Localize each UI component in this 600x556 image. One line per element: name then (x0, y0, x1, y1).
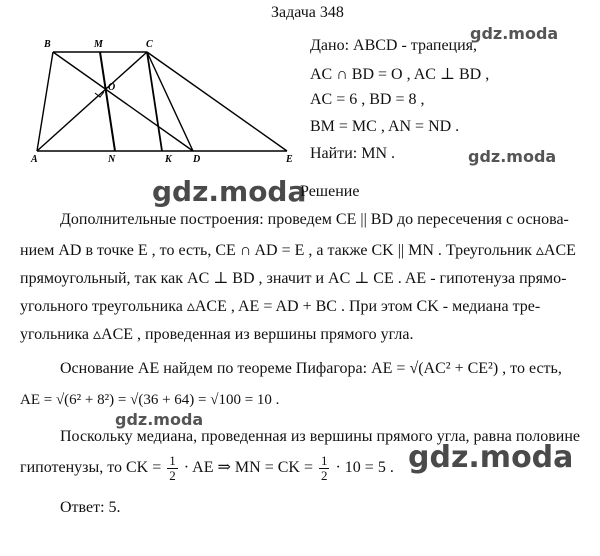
watermark-bottom: gdz.moda (408, 440, 574, 475)
para3-line2-mid: · AE ⇒ MN = CK = (183, 459, 313, 477)
label-a: A (31, 154, 38, 165)
line-mn (100, 52, 115, 151)
para2-line1: Основание AE найдем по теореме Пифагора: AE = √(AC² + CE²) , то есть, (60, 360, 562, 377)
watermark-mid-right: gdz.moda (468, 147, 557, 166)
para2-line2: AE = √(6² + 8²) = √(36 + 64) = √100 = 10 . (20, 392, 280, 408)
given-line-1: Дано: ABCD - трапеция, (310, 37, 478, 54)
label-e: E (286, 154, 293, 165)
label-m: M (94, 39, 103, 50)
label-d: D (193, 154, 201, 165)
watermark-top-right: gdz.moda (470, 24, 559, 43)
para3-line2 (20, 454, 394, 483)
para1-line1: Дополнительные построения: проведем CE || BD до пересечения с основа- (60, 211, 569, 228)
fraction-one-half-2: $\frac{1}{2}$ (320, 453, 328, 483)
label-k: K (165, 154, 172, 165)
para1-line5: угольника ▵ACE , проведенная из вершины прямого угла. (20, 326, 414, 343)
fraction-one-half-1: $\frac{1}{2}$ (169, 453, 176, 483)
solution-heading: Решение (300, 183, 360, 200)
para1-line3: прямоугольный, так как AC ⊥ BD , значит и AC ⊥ CE . AE - гипотенуза прямо- (20, 270, 567, 287)
para3-line1: Поскольку медиана, проведенная из вершины прямого угла, равна половине (60, 428, 580, 445)
para3-line2-end: · 10 = 5 . (335, 459, 394, 477)
line-ce (147, 52, 287, 151)
label-o: O (108, 82, 116, 93)
para1-line2: нием AD в точке E , то есть, CE ∩ AD = E , а также CK || MN . Треугольник ▵ACE (20, 242, 576, 259)
task-title: Задача 348 (271, 4, 344, 21)
label-b: B (44, 39, 51, 50)
label-c: C (146, 39, 153, 50)
given-line-3: AC = 6 , BD = 8 , (310, 91, 425, 108)
given-line-2: AC ∩ BD = O , AC ⊥ BD , (310, 66, 490, 83)
answer: Ответ: 5. (60, 499, 121, 516)
line-ab (37, 52, 53, 151)
trapezoid-diagram (0, 0, 300, 170)
line-ac (37, 52, 147, 151)
para1-line4: угольного треугольника ▵ACE , AE = AD + BC . При этом CK - медиана тре- (20, 298, 541, 315)
given-line-5: Найти: MN . (310, 145, 395, 162)
given-line-4: BM = MC , AN = ND . (310, 118, 460, 135)
watermark-small: gdz.moda (115, 410, 204, 429)
line-bd (53, 52, 193, 151)
para3-line2-start: гипотенузы, то CK = (20, 459, 162, 477)
watermark-large: gdz.moda (152, 175, 307, 208)
label-n: N (108, 154, 116, 165)
